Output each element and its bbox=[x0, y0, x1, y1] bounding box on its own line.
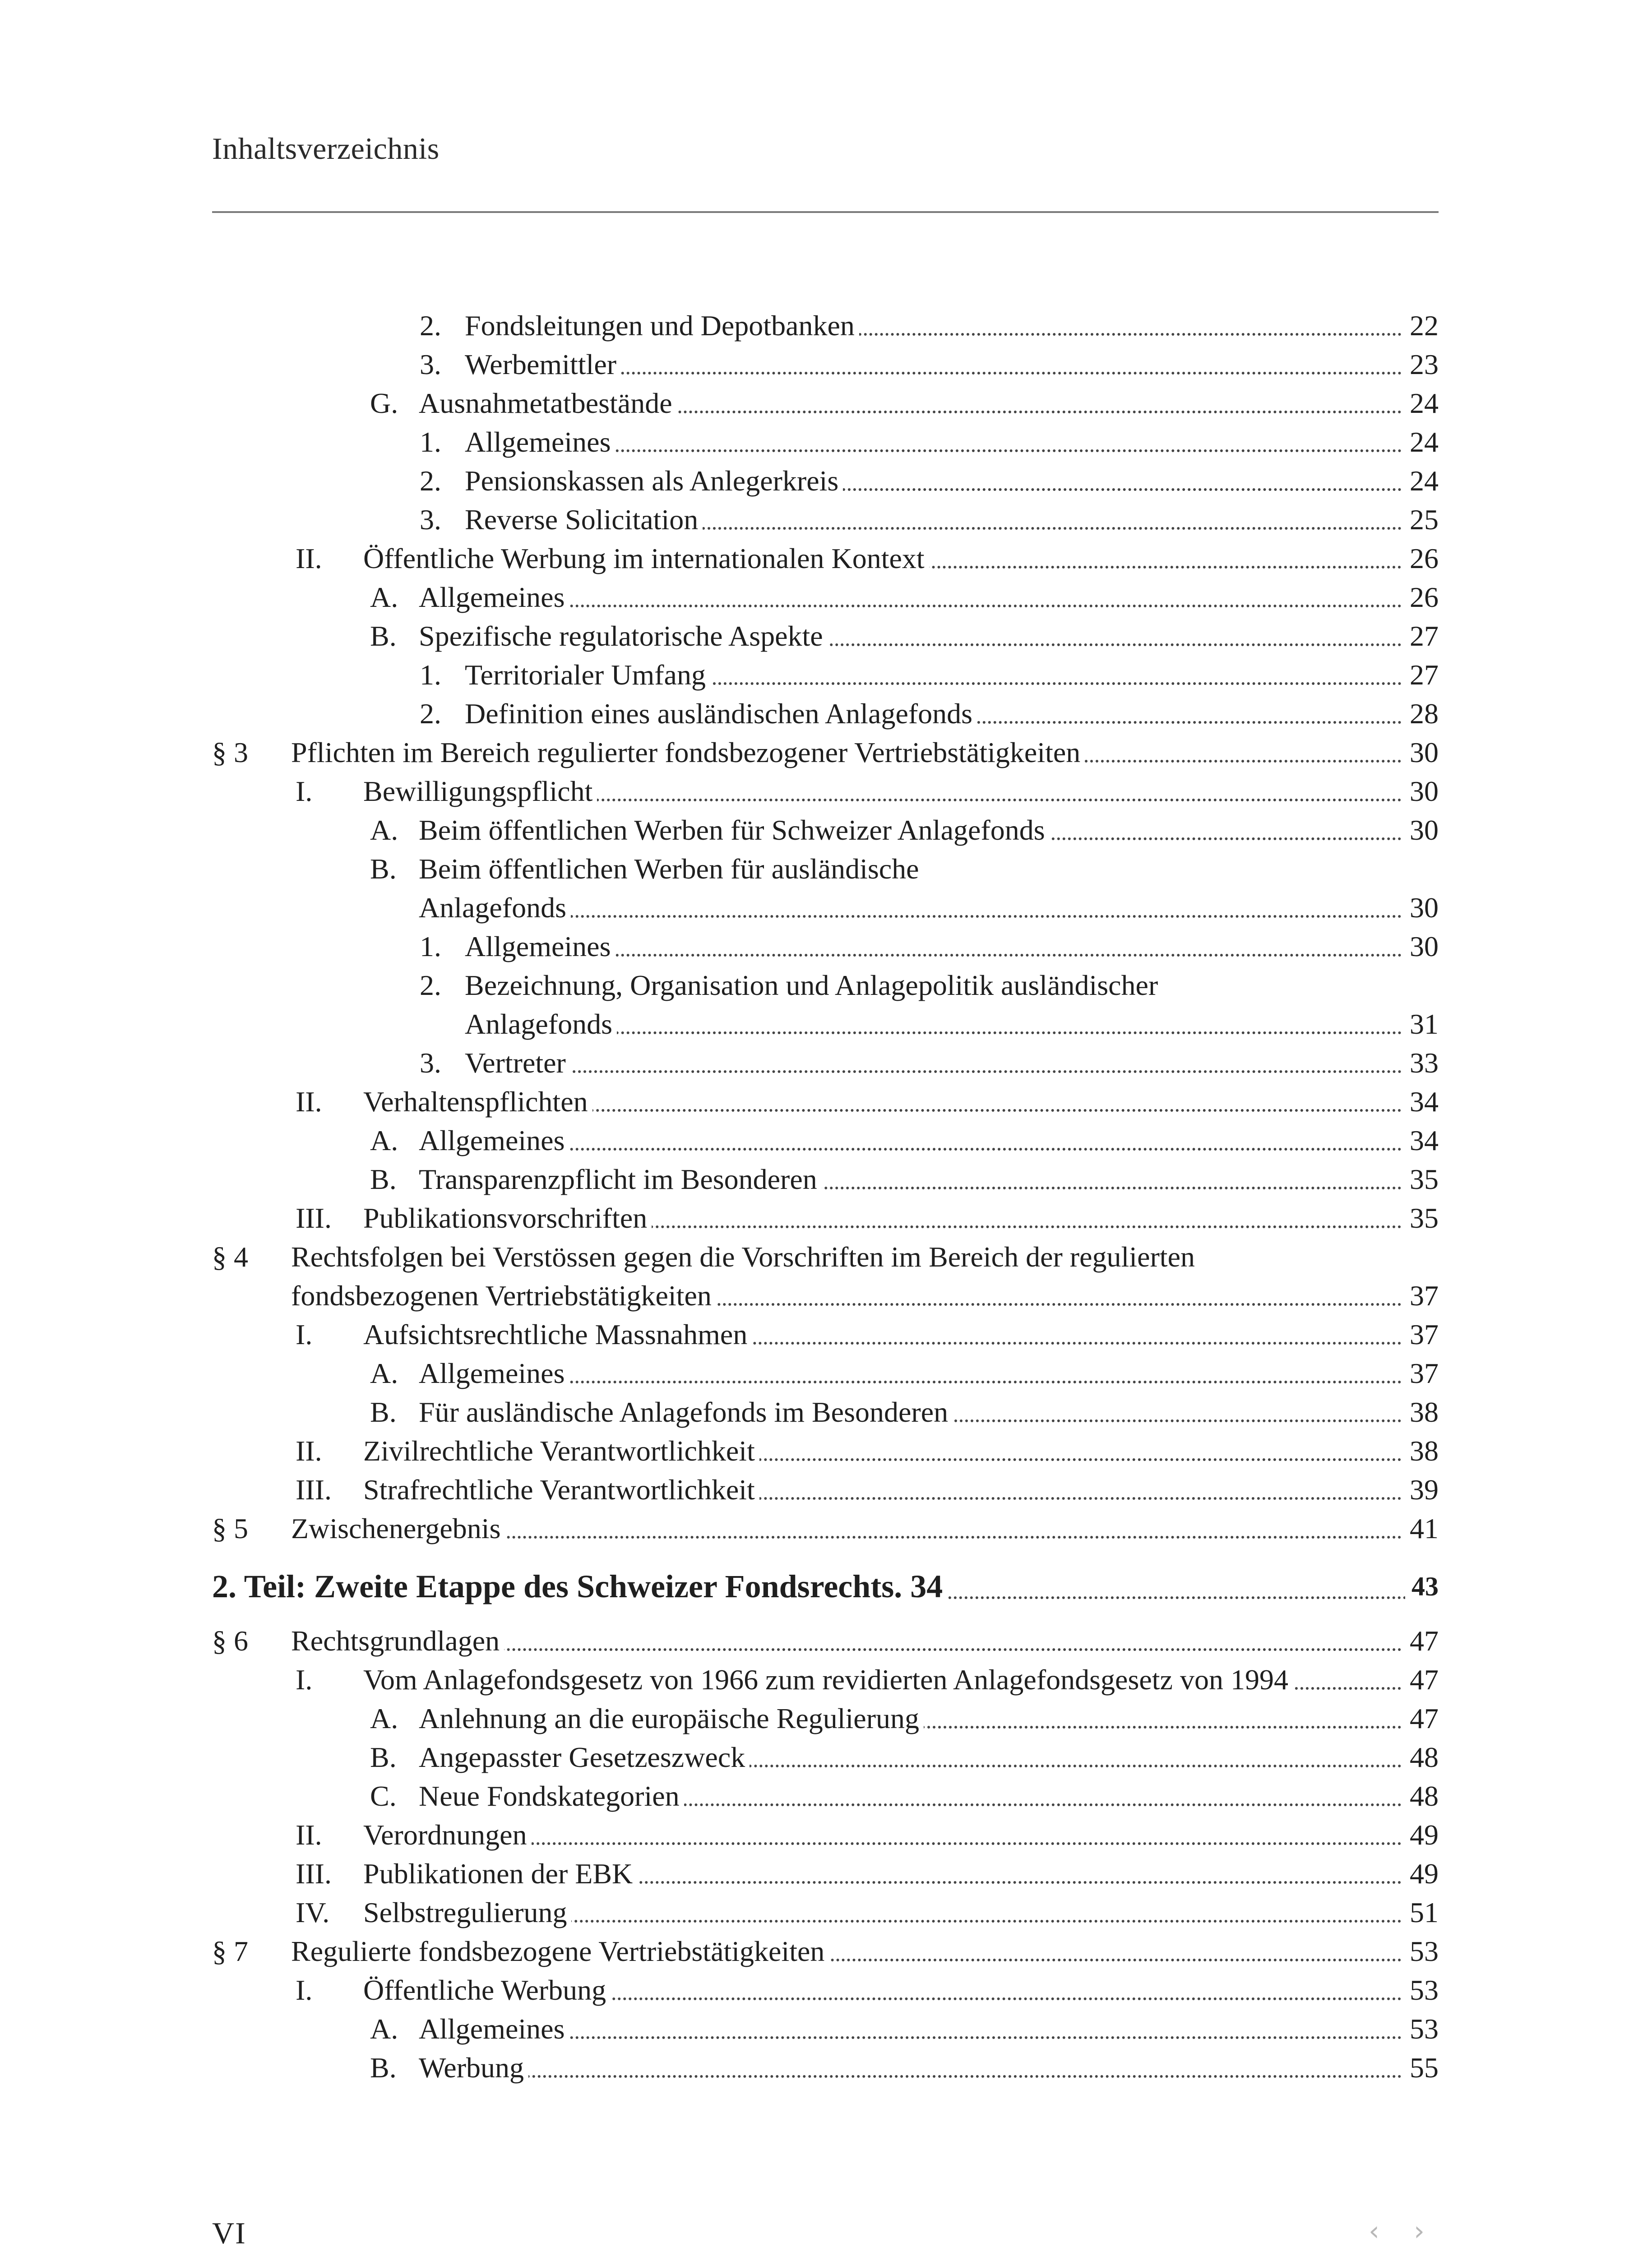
toc-entry-page: 22 bbox=[1403, 307, 1439, 345]
toc-entry-page: 41 bbox=[1403, 1510, 1439, 1548]
toc-entry-page: 27 bbox=[1403, 656, 1439, 694]
toc-entry-page: 24 bbox=[1403, 384, 1439, 422]
toc-entry-page: 43 bbox=[1405, 1565, 1439, 1608]
toc-entry bbox=[296, 1432, 1439, 1470]
toc-entry-title-wrap bbox=[212, 1565, 1439, 1608]
toc-entry-number: A. bbox=[370, 1702, 398, 1734]
toc-entry bbox=[296, 1199, 1439, 1237]
toc-entry-page: 51 bbox=[1403, 1894, 1439, 1932]
toc-entry bbox=[370, 2010, 1439, 2048]
toc-entry-title: Allgemeines bbox=[419, 581, 569, 613]
toc-entry-title-wrap bbox=[419, 889, 1439, 927]
toc-entry-title: Allgemeines bbox=[419, 2013, 569, 2045]
toc-entry bbox=[419, 889, 1439, 927]
toc-entry bbox=[212, 1238, 1439, 1276]
toc-entry bbox=[465, 1005, 1439, 1043]
toc-entry-page: 31 bbox=[1403, 1005, 1439, 1043]
toc-entry-title: Regulierte fondsbezogene Vertriebstätigkeiten bbox=[291, 1935, 829, 1967]
toc-entry-title: Beim öffentlichen Werben für Schweizer Anlagefonds bbox=[419, 814, 1050, 846]
toc-entry-title: Werbung bbox=[419, 2052, 528, 2084]
toc-entry-title: Fondsleitungen und Depotbanken bbox=[465, 310, 859, 342]
toc-entry-page: 47 bbox=[1403, 1661, 1439, 1699]
toc-entry-title-wrap bbox=[363, 1894, 1439, 1932]
toc-entry bbox=[370, 1700, 1439, 1738]
toc-entry-title-wrap bbox=[465, 462, 1439, 500]
toc-entry-title: Spezifische regulatorische Aspekte bbox=[419, 620, 828, 652]
toc-entry-title-wrap bbox=[419, 2010, 1439, 2048]
toc-entry-page: 28 bbox=[1403, 695, 1439, 733]
toc-entry bbox=[370, 850, 1439, 888]
toc-entry-number: III. bbox=[296, 1202, 332, 1234]
toc-entry bbox=[370, 617, 1439, 655]
toc-entry-title-wrap bbox=[419, 1122, 1439, 1160]
chevron-left-icon: ‹ bbox=[1369, 2215, 1379, 2247]
toc-entry-title: Transparenzpflicht im Besonderen bbox=[419, 1163, 822, 1195]
toc-entry-title-wrap bbox=[419, 1738, 1439, 1776]
toc-entry-number: I. bbox=[296, 1318, 313, 1350]
toc-entry bbox=[420, 695, 1439, 733]
toc-entry bbox=[296, 772, 1439, 810]
toc-entry-title-wrap bbox=[419, 617, 1439, 655]
toc-entry bbox=[296, 1894, 1439, 1932]
toc-entry-title: Selbstregulierung bbox=[363, 1896, 571, 1928]
toc-entry-title-wrap bbox=[363, 1661, 1439, 1699]
toc-entry bbox=[420, 966, 1439, 1004]
toc-entry-page: 38 bbox=[1403, 1432, 1439, 1470]
toc-entry-number: 1. bbox=[420, 426, 441, 458]
toc-entry-title-wrap bbox=[465, 307, 1439, 345]
toc-entry-page: 47 bbox=[1403, 1700, 1439, 1738]
toc-entry-title-wrap bbox=[363, 1816, 1439, 1854]
toc-entry bbox=[370, 384, 1439, 422]
toc-entry-title-wrap bbox=[465, 1005, 1439, 1043]
toc-entry-title: Publikationsvorschriften bbox=[363, 1202, 652, 1234]
toc-entry-title-wrap bbox=[465, 928, 1439, 966]
toc-entry-page: 25 bbox=[1403, 501, 1439, 539]
toc-entry-title-wrap bbox=[363, 1083, 1439, 1121]
toc-entry-title: Bezeichnung, Organisation und Anlagepolitik ausländischer bbox=[465, 969, 1162, 1001]
toc-entry-number: 3. bbox=[420, 504, 441, 536]
toc-entry bbox=[370, 1738, 1439, 1776]
toc-entry-title-wrap bbox=[363, 540, 1439, 578]
toc-entry bbox=[212, 1510, 1439, 1548]
toc-entry-title-wrap bbox=[419, 1355, 1439, 1392]
toc-entry-title: Öffentliche Werbung im internationalen Kontext bbox=[363, 542, 929, 574]
toc-entry-number: II. bbox=[296, 1435, 322, 1467]
toc-entry-title: fondsbezogenen Vertriebstätigkeiten bbox=[291, 1280, 716, 1312]
toc-entry-page: 30 bbox=[1403, 928, 1439, 966]
toc-entry-title-wrap bbox=[363, 1316, 1439, 1354]
toc-entry bbox=[296, 1971, 1439, 2009]
toc-entry-page: 30 bbox=[1403, 811, 1439, 849]
toc-entry-number: B. bbox=[370, 620, 397, 652]
toc-entry-title-wrap bbox=[465, 656, 1439, 694]
toc-entry bbox=[420, 928, 1439, 966]
toc-entry-title: Öffentliche Werbung bbox=[363, 1974, 611, 2006]
toc-entry bbox=[370, 1160, 1439, 1198]
toc-entry bbox=[420, 1044, 1439, 1082]
toc-entry-title: Neue Fondskategorien bbox=[419, 1780, 684, 1812]
toc-entry-number: B. bbox=[370, 1396, 397, 1428]
toc-entry-title: Werbemittler bbox=[465, 348, 621, 380]
toc-entry-title: Bewilligungspflicht bbox=[363, 775, 597, 807]
toc-entry bbox=[212, 1932, 1439, 1970]
toc-entry-title-wrap bbox=[363, 1199, 1439, 1237]
toc-entry-page: 26 bbox=[1403, 540, 1439, 578]
toc-entry-title: Für ausländische Anlagefonds im Besonderen bbox=[419, 1396, 953, 1428]
toc-entry bbox=[370, 578, 1439, 616]
toc-entry-title: Vom Anlagefondsgesetz von 1966 zum revidierten Anlagefondsgesetz von 1994 bbox=[363, 1664, 1293, 1696]
toc-entry bbox=[420, 423, 1439, 461]
toc-entry-number: I. bbox=[296, 775, 313, 807]
toc-entry-page: 48 bbox=[1403, 1777, 1439, 1815]
toc-entry-number: A. bbox=[370, 1357, 398, 1389]
toc-entry-title: Territorialer Umfang bbox=[465, 659, 710, 691]
toc-entry-title-wrap bbox=[465, 695, 1439, 733]
toc-entry bbox=[296, 1855, 1439, 1893]
toc-entry-title-wrap bbox=[363, 772, 1439, 810]
toc-entry-title-wrap bbox=[419, 578, 1439, 616]
toc-entry bbox=[296, 1816, 1439, 1854]
toc-entry-page: 39 bbox=[1403, 1471, 1439, 1509]
toc-entry-title-wrap bbox=[363, 1971, 1439, 2009]
toc-entry-number: 3. bbox=[420, 348, 441, 380]
toc-entry-title: Anlagefonds bbox=[465, 1008, 617, 1040]
toc-entry-number: III. bbox=[296, 1858, 332, 1890]
toc-entry bbox=[370, 1393, 1439, 1431]
toc-entry-title-wrap bbox=[419, 811, 1439, 849]
toc-entry-title-wrap bbox=[291, 1277, 1439, 1315]
toc-entry-number: § 3 bbox=[212, 736, 248, 768]
toc-entry-title: Pensionskassen als Anlegerkreis bbox=[465, 465, 843, 497]
toc-entry-title: Publikationen der EBK bbox=[363, 1858, 637, 1890]
toc-entry-number: I. bbox=[296, 1974, 313, 2006]
toc-entry-number: A. bbox=[370, 581, 398, 613]
toc-entry-page: 49 bbox=[1403, 1855, 1439, 1893]
toc-entry-page: 55 bbox=[1403, 2049, 1439, 2087]
toc-entry-title: Ausnahmetatbestände bbox=[419, 387, 677, 419]
toc-entry-title-wrap bbox=[419, 2049, 1439, 2087]
toc-entry-title-wrap bbox=[465, 501, 1439, 539]
toc-entry bbox=[370, 2049, 1439, 2087]
toc-entry-title: Beim öffentlichen Werben für ausländische bbox=[419, 853, 924, 885]
toc-entry-number: 2. bbox=[420, 969, 441, 1001]
toc-entry-title-wrap bbox=[291, 1510, 1439, 1548]
toc-entry-number: 2. bbox=[420, 465, 441, 497]
toc-entry bbox=[296, 1083, 1439, 1121]
toc-entry bbox=[291, 1277, 1439, 1315]
next-page-button[interactable] bbox=[1399, 2211, 1439, 2251]
toc-entry-title-wrap bbox=[419, 850, 1439, 888]
toc-entry-number: § 6 bbox=[212, 1625, 248, 1657]
toc-entry-page: 48 bbox=[1403, 1738, 1439, 1776]
toc-entry bbox=[420, 656, 1439, 694]
toc-entry-page: 53 bbox=[1403, 1932, 1439, 1970]
toc-entry-title: Verordnungen bbox=[363, 1819, 532, 1851]
toc-entry-title: Allgemeines bbox=[419, 1124, 569, 1156]
toc-entry-title: Rechtsfolgen bei Verstössen gegen die Vorschriften im Bereich der regulierten bbox=[291, 1241, 1199, 1273]
chevron-right-icon: › bbox=[1414, 2215, 1425, 2247]
toc-entry-page: 30 bbox=[1403, 772, 1439, 810]
toc-entry-title: Vertreter bbox=[465, 1047, 570, 1079]
toc-entry-page: 24 bbox=[1403, 462, 1439, 500]
toc-entry-title-wrap bbox=[419, 1160, 1439, 1198]
toc-entry-page: 53 bbox=[1403, 1971, 1439, 2009]
toc-entry-title: Anlagefonds bbox=[419, 892, 571, 924]
toc-entry bbox=[420, 462, 1439, 500]
toc-entry bbox=[370, 1355, 1439, 1392]
toc-entry-number: 2. bbox=[420, 310, 441, 342]
toc-entry-title: Aufsichtsrechtliche Massnahmen bbox=[363, 1318, 752, 1350]
toc-entry-number: 3. bbox=[420, 1047, 441, 1079]
toc-entry-title-wrap bbox=[363, 1471, 1439, 1509]
toc-entry-title-wrap bbox=[291, 1238, 1439, 1276]
toc-entry-number: A. bbox=[370, 2013, 398, 2045]
toc-entry bbox=[212, 734, 1439, 772]
toc-entry-title-wrap bbox=[291, 1932, 1439, 1970]
toc-entry-number: § 7 bbox=[212, 1935, 248, 1967]
toc-entry-title: Reverse Solicitation bbox=[465, 504, 703, 536]
toc-entry-number: A. bbox=[370, 1124, 398, 1156]
toc-entry-page: 24 bbox=[1403, 423, 1439, 461]
toc-entry bbox=[212, 1622, 1439, 1660]
toc-entry-page: 37 bbox=[1403, 1277, 1439, 1315]
toc-entry bbox=[370, 811, 1439, 849]
toc-entry-title: Pflichten im Bereich regulierter fondsbezogener Vertriebstätigkeiten bbox=[291, 736, 1085, 768]
toc-entry-title-wrap bbox=[291, 1622, 1439, 1660]
toc-entry-number: § 4 bbox=[212, 1241, 248, 1273]
page-number: VI bbox=[212, 2216, 246, 2250]
toc-entry-title: Allgemeines bbox=[465, 426, 615, 458]
toc-entry-page: 23 bbox=[1403, 346, 1439, 384]
toc-entry-title: Angepasster Gesetzeszweck bbox=[419, 1741, 750, 1773]
toc-entry-title-wrap bbox=[419, 1777, 1439, 1815]
toc-entry bbox=[420, 346, 1439, 384]
toc-entry-number: G. bbox=[370, 387, 398, 419]
toc-entry-title-wrap bbox=[465, 423, 1439, 461]
toc-entry-page: 26 bbox=[1403, 578, 1439, 616]
toc-entry bbox=[370, 1777, 1439, 1815]
toc-entry-number: IV. bbox=[296, 1896, 330, 1928]
toc-entry-page: 37 bbox=[1403, 1316, 1439, 1354]
toc-entry-number: B. bbox=[370, 853, 397, 885]
toc-entry-title-wrap bbox=[419, 384, 1439, 422]
toc-entry-number: § 5 bbox=[212, 1512, 248, 1544]
toc-entry-page: 37 bbox=[1403, 1355, 1439, 1392]
toc-entry-page: 30 bbox=[1403, 734, 1439, 772]
toc-entry-number: II. bbox=[296, 542, 322, 574]
toc-entry-page: 49 bbox=[1403, 1816, 1439, 1854]
toc-entry bbox=[296, 1661, 1439, 1699]
toc-entry-title-wrap bbox=[419, 1393, 1439, 1431]
toc-entry-title-wrap bbox=[419, 1700, 1439, 1738]
toc-entry bbox=[370, 1122, 1439, 1160]
page-header: Inhaltsverzeichnis bbox=[212, 131, 440, 166]
toc-entry-number: B. bbox=[370, 2052, 397, 2084]
toc-entry-number: III. bbox=[296, 1474, 332, 1506]
toc-entry-title: 2. Teil: Zweite Etappe des Schweizer Fondsrechts. 34 bbox=[212, 1568, 947, 1604]
toc-entry-number: A. bbox=[370, 814, 398, 846]
toc-entry-title-wrap bbox=[465, 346, 1439, 384]
toc-entry-title: Allgemeines bbox=[419, 1357, 569, 1389]
toc-entry-title: Verhaltenspflichten bbox=[363, 1086, 592, 1118]
toc-entry-title: Zwischenergebnis bbox=[291, 1512, 505, 1544]
toc-entry-title: Strafrechtliche Verantwortlichkeit bbox=[363, 1474, 759, 1506]
toc-entry-title: Rechtsgrundlagen bbox=[291, 1625, 504, 1657]
toc-entry bbox=[296, 1471, 1439, 1509]
toc-entry-number: B. bbox=[370, 1741, 397, 1773]
toc-entry-title-wrap bbox=[363, 1432, 1439, 1470]
toc-entry bbox=[420, 307, 1439, 345]
toc-entry bbox=[420, 501, 1439, 539]
toc-entry-title-wrap bbox=[465, 1044, 1439, 1082]
toc-entry bbox=[296, 540, 1439, 578]
toc-entry-page: 47 bbox=[1403, 1622, 1439, 1660]
toc-entry-page: 30 bbox=[1403, 889, 1439, 927]
prev-page-button[interactable] bbox=[1354, 2211, 1394, 2251]
toc-entry-number: II. bbox=[296, 1086, 322, 1118]
toc-part-heading bbox=[212, 1565, 1439, 1608]
toc-entry-page: 34 bbox=[1403, 1122, 1439, 1160]
toc-entry-title-wrap bbox=[291, 734, 1439, 772]
toc-entry-number: 1. bbox=[420, 659, 441, 691]
toc-entry-page: 53 bbox=[1403, 2010, 1439, 2048]
toc-entry-number: 2. bbox=[420, 698, 441, 730]
toc-entry-title: Definition eines ausländischen Anlagefonds bbox=[465, 698, 977, 730]
toc-entry-title: Anlehnung an die europäische Regulierung bbox=[419, 1702, 924, 1734]
toc-entry-page: 35 bbox=[1403, 1199, 1439, 1237]
toc-entry-page: 38 bbox=[1403, 1393, 1439, 1431]
toc-entry-title-wrap bbox=[465, 966, 1439, 1004]
toc-entry-number: I. bbox=[296, 1664, 313, 1696]
toc-entry-page: 35 bbox=[1403, 1160, 1439, 1198]
toc-entry bbox=[296, 1316, 1439, 1354]
toc-entry-page: 33 bbox=[1403, 1044, 1439, 1082]
toc-entry-title: Allgemeines bbox=[465, 930, 615, 962]
toc-entry-page: 34 bbox=[1403, 1083, 1439, 1121]
toc-entry-title: Zivilrechtliche Verantwortlichkeit bbox=[363, 1435, 759, 1467]
toc-entry-title-wrap bbox=[363, 1855, 1439, 1893]
toc-entry-number: C. bbox=[370, 1780, 397, 1812]
toc-entry-number: II. bbox=[296, 1819, 322, 1851]
toc-entry-number: B. bbox=[370, 1163, 397, 1195]
toc-entry-page: 27 bbox=[1403, 617, 1439, 655]
toc-entry-number: 1. bbox=[420, 930, 441, 962]
